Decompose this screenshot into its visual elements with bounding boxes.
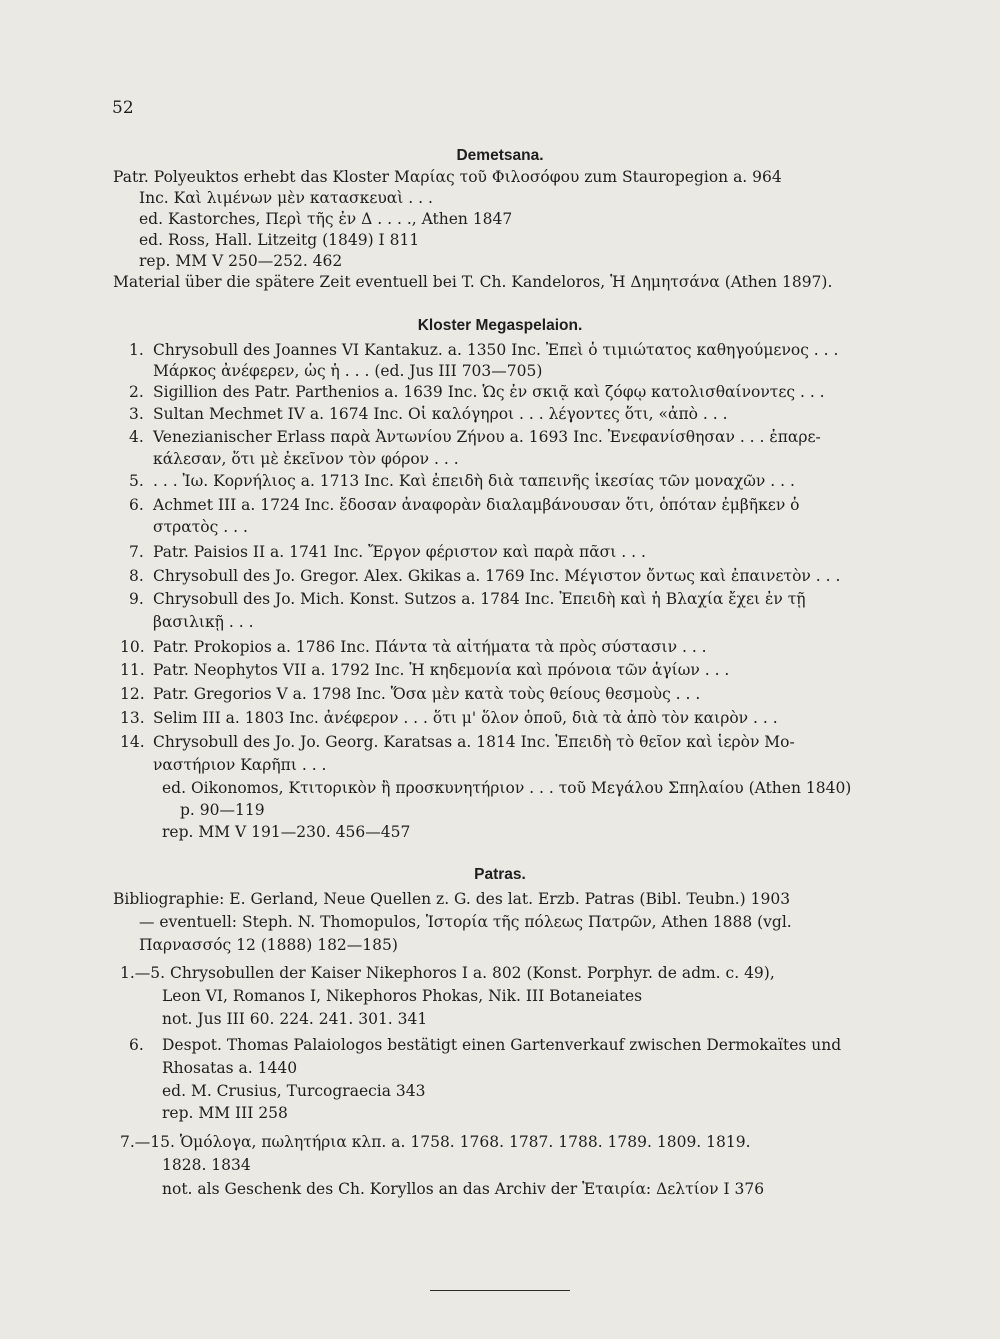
section-heading-megaspelaion: Kloster Megaspelaion. [417,317,583,334]
entry-number: 8. [129,567,144,585]
text-line: . . . Ἰω. Κορνήλιος a. 1713 Inc. Καὶ ἐπειδὴ διὰ ταπεινῆς ἱκεσίας τῶν μοναχῶν . . . [153,472,795,490]
entry-number: 12. [120,685,145,703]
text-line: Inc. Καὶ λιμένων μὲν κατασκευαὶ . . . [139,189,433,207]
text-line: Patr. Gregorios V a. 1798 Inc. Ὅσα μὲν κατὰ τοὺς θείους θεσμοὺς . . . [153,685,701,703]
entry-number: 10. [120,638,145,656]
text-line: Παρνασσός 12 (1888) 182—185) [139,936,398,954]
text-line: Chrysobull des Jo. Jo. Georg. Karatsas a. 1814 Inc. Ἐπειδὴ τὸ θεῖον καὶ ἱερὸν Μο- [153,733,795,751]
entry-number: 5. [129,472,144,490]
text-line: Chrysobull des Jo. Gregor. Alex. Gkikas a. 1769 Inc. Μέγιστον ὄντως καὶ ἐπαινετὸν . . . [153,567,841,585]
text-line: Sultan Mechmet IV a. 1674 Inc. Οἱ καλόγηροι . . . λέγοντες ὅτι, «ἀπὸ . . . [153,405,728,423]
entry-number: 11. [120,661,145,679]
text-line: not. als Geschenk des Ch. Koryllos an das Archiv der Ἑταιρία: Δελτίον I 376 [162,1180,765,1198]
entry-number: 13. [120,709,145,727]
text-line: Material über die spätere Zeit eventuell bei T. Ch. Kandeloros, Ἡ Δημητσάνα (Athen 1897). [113,273,833,291]
section-heading-demetsana: Demetsana. [456,147,544,164]
entry-number: 3. [129,405,144,423]
entry-number: 9. [129,590,144,608]
text-line: ed. M. Crusius, Turcograecia 343 [162,1082,426,1100]
text-line: Rhosatas a. 1440 [162,1059,298,1077]
text-line: βασιλικῇ . . . [153,613,254,631]
page-number: 52 [112,98,134,118]
text-line: rep. MM V 250—252. 462 [139,252,343,270]
text-line: Selim III a. 1803 Inc. ἀνέφερον . . . ὅτι μ' ὅλον ὁποῦ, διὰ τὰ ἀπὸ τὸν καιρὸν . . . [153,709,778,727]
text-line: 1.—5. Chrysobullen der Kaiser Nikephoros I a. 802 (Konst. Porphyr. de adm. c. 49), [120,964,775,982]
entry-number: 2. [129,383,144,401]
text-line: ed. Ross, Hall. Litzeitg (1849) I 811 [139,231,420,249]
text-line: Bibliographie: E. Gerland, Neue Quellen z. G. des lat. Erzb. Patras (Bibl. Teubn.) 1903 [113,890,791,908]
entry-number: 6. [129,496,144,514]
text-line: Patr. Paisios II a. 1741 Inc. Ἔργον φέριστον καὶ παρὰ πᾶσι . . . [153,543,646,561]
text-line: Chrysobull des Joannes VI Kantakuz. a. 1350 Inc. Ἐπεὶ ὁ τιμιώτατος καθηγούμενος . . . [153,341,839,359]
text-line: Chrysobull des Jo. Mich. Konst. Sutzos a. 1784 Inc. Ἐπειδὴ καὶ ἡ Βλαχία ἔχει ἐν τῇ [153,590,806,608]
text-line: ναστήριον Καρῆπι . . . [153,756,327,774]
text-line: 7.—15. Ὁμόλογα, πωλητήρια κλπ. a. 1758. 1768. 1787. 1788. 1789. 1809. 1819. [120,1133,751,1151]
text-line: Μάρκος ἀνέφερεν, ὡς ἡ . . . (ed. Jus III 703—705) [153,362,543,380]
text-line: Venezianischer Erlass παρὰ Ἀντωνίου Ζήνου a. 1693 Inc. Ἐνεφανίσθησαν . . . ἐπαρε- [153,428,821,446]
entry-number: 14. [120,733,145,751]
section-heading-patras: Patras. [474,866,526,883]
footer-rule [430,1290,570,1291]
entry-number: 7. [129,543,144,561]
text-line: Patr. Polyeuktos erhebt das Kloster Μαρίας τοῦ Φιλοσόφου zum Stauropegion a. 964 [113,168,782,186]
text-line: Despot. Thomas Palaiologos bestätigt einen Gartenverkauf zwischen Dermokaïtes und [162,1036,842,1054]
text-line: κάλεσαν, ὅτι μὲ ἐκεῖνον τὸν φόρον . . . [153,450,459,468]
entry-number: 1. [129,341,144,359]
text-line: rep. MM III 258 [162,1104,288,1122]
text-line: 1828. 1834 [162,1156,251,1174]
text-line: rep. MM V 191—230. 456—457 [162,823,411,841]
text-line: Achmet III a. 1724 Inc. ἔδοσαν ἀναφορὰν διαλαμβάνουσαν ὅτι, ὁπόταν ἐμβῆκεν ὁ [153,496,800,514]
entry-number: 4. [129,428,144,446]
text-line: Leon VI, Romanos I, Nikephoros Phokas, Nik. III Botaneiates [162,987,643,1005]
entry-number: 6. [129,1036,144,1054]
text-line: not. Jus III 60. 224. 241. 301. 341 [162,1010,428,1028]
text-line: ed. Kastorches, Περὶ τῆς ἐν Δ . . . ., Athen 1847 [139,210,513,228]
text-line: Patr. Neophytos VII a. 1792 Inc. Ἡ κηδεμονία καὶ πρόνοια τῶν ἁγίων . . . [153,661,730,679]
text-line: Patr. Prokopios a. 1786 Inc. Πάντα τὰ αἰτήματα τὰ πρὸς σύστασιν . . . [153,638,707,656]
text-line: — eventuell: Steph. N. Thomopulos, Ἱστορία τῆς πόλεως Πατρῶν, Athen 1888 (vgl. [139,913,792,931]
text-line: Sigillion des Patr. Parthenios a. 1639 Inc. Ὡς ἐν σκιᾷ καὶ ζόφῳ κατολισθαίνοντες . . . [153,383,825,401]
text-line: στρατὸς . . . [153,518,248,536]
text-line: ed. Oikonomos, Κτιτορικὸν ἢ προσκυνητήριον . . . τοῦ Μεγάλου Σπηλαίου (Athen 1840) [162,779,852,797]
text-line: p. 90—119 [180,801,265,819]
